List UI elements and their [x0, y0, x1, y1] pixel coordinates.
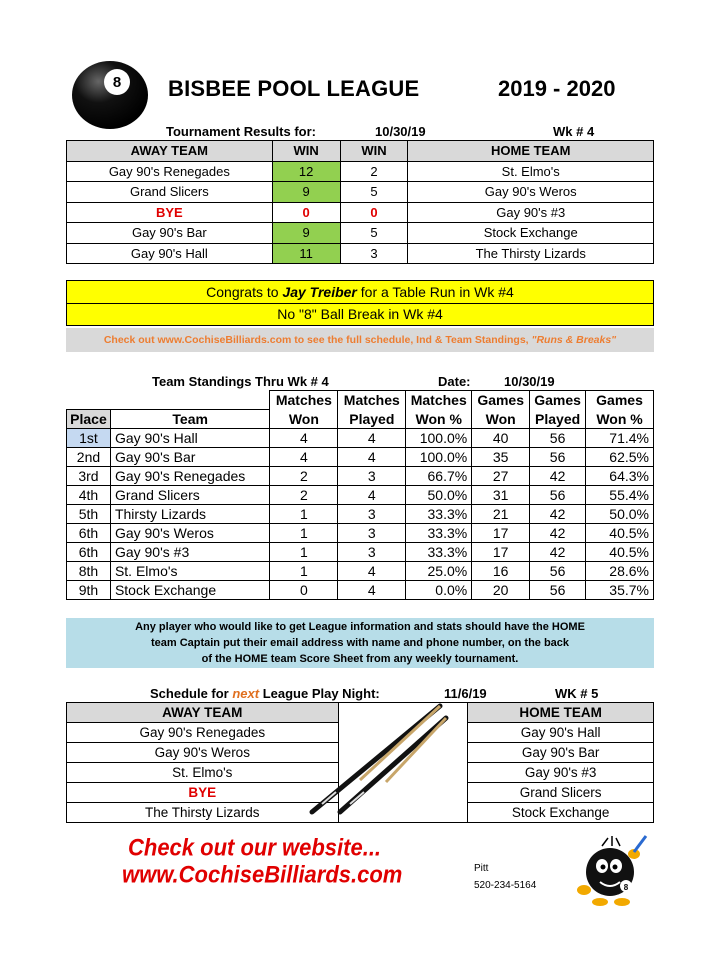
standing-games-won: 35	[472, 448, 530, 467]
standing-matches-pct: 66.7%	[406, 467, 472, 486]
schedule-date: 11/6/19	[444, 686, 487, 701]
matches-won-header: Won	[270, 410, 338, 429]
standing-matches-pct: 25.0%	[406, 562, 472, 581]
home-team: St. Elmo's	[408, 161, 654, 182]
schedule-away: Gay 90's Weros	[67, 743, 339, 763]
eight-ball-icon	[70, 60, 150, 130]
standing-matches-pct: 33.3%	[406, 524, 472, 543]
standing-team: Grand Slicers	[110, 486, 269, 505]
standings-date: 10/30/19	[504, 374, 555, 389]
standings-row	[67, 543, 654, 562]
home-win: 5	[340, 223, 408, 244]
standing-team: Gay 90's Bar	[110, 448, 269, 467]
standing-games-won: 20	[472, 581, 530, 600]
standings-row	[67, 524, 654, 543]
standing-games-pct: 40.5%	[586, 524, 654, 543]
standing-games-won: 21	[472, 505, 530, 524]
home-win: 2	[340, 161, 408, 182]
congrats-player-name: Jay Treiber	[282, 284, 357, 300]
standings-table	[66, 390, 654, 600]
home-team: Gay 90's #3	[408, 202, 654, 223]
standing-matches-played: 4	[338, 562, 406, 581]
standing-place: 9th	[67, 581, 111, 600]
standing-matches-won: 1	[270, 524, 338, 543]
standing-team: Thirsty Lizards	[110, 505, 269, 524]
info-line: of the HOME team Score Sheet from any weekly tournament.	[201, 653, 519, 665]
schedule-home-header: HOME TEAM	[468, 703, 654, 723]
standing-team: Gay 90's #3	[110, 543, 269, 562]
away-win: 9	[272, 182, 340, 203]
standing-games-played: 56	[530, 562, 586, 581]
standings-header-bottom	[67, 410, 654, 429]
standing-place: 1st	[67, 429, 111, 448]
team-header: Team	[110, 410, 269, 429]
home-win: 3	[340, 243, 408, 264]
standings-header-top	[67, 391, 654, 410]
standing-matches-played: 3	[338, 543, 406, 562]
standing-games-pct: 71.4%	[586, 429, 654, 448]
schedule-home: Stock Exchange	[468, 803, 654, 823]
svg-text:8: 8	[112, 74, 122, 91]
congrats-suffix: for a Table Run in Wk #4	[356, 284, 514, 300]
eight-ball-mascot-icon	[572, 832, 652, 908]
standing-games-won: 16	[472, 562, 530, 581]
results-week: Wk # 4	[553, 124, 595, 139]
standing-matches-won: 0	[270, 581, 338, 600]
standing-matches-won: 2	[270, 486, 338, 505]
standing-games-played: 42	[530, 467, 586, 486]
website-promo-line2[interactable]: www.CochiseBilliards.com	[122, 860, 403, 889]
standing-games-won: 31	[472, 486, 530, 505]
eight-ball-break-banner: No "8" Ball Break in Wk #4	[66, 304, 654, 326]
standing-matches-played: 4	[338, 429, 406, 448]
results-label: Tournament Results for:	[166, 124, 316, 139]
standing-matches-won: 1	[270, 562, 338, 581]
contact-name: Pitt	[474, 863, 489, 874]
home-team: Stock Exchange	[408, 223, 654, 244]
results-table	[66, 140, 654, 264]
schedule-home: Grand Slicers	[468, 783, 654, 803]
standing-matches-won: 4	[270, 429, 338, 448]
standing-matches-won: 1	[270, 505, 338, 524]
standing-games-pct: 28.6%	[586, 562, 654, 581]
schedule-week: WK # 5	[555, 686, 599, 701]
away-team: Gay 90's Renegades	[67, 161, 273, 182]
matches-pct-header: Won %	[406, 410, 472, 429]
matches-played-header-top: Matches	[338, 391, 406, 410]
schedule-home: Gay 90's #3	[468, 763, 654, 783]
standing-place: 8th	[67, 562, 111, 581]
standing-place: 4th	[67, 486, 111, 505]
standings-row	[67, 562, 654, 581]
standing-games-pct: 40.5%	[586, 543, 654, 562]
standing-place: 2nd	[67, 448, 111, 467]
standings-row	[67, 581, 654, 600]
away-win-header: WIN	[272, 141, 340, 162]
away-team: Gay 90's Bar	[67, 223, 273, 244]
standing-games-played: 42	[530, 543, 586, 562]
games-pct-header: Won %	[586, 410, 654, 429]
standings-date-label: Date:	[438, 374, 471, 389]
standing-team: Stock Exchange	[110, 581, 269, 600]
results-date: 10/30/19	[375, 124, 426, 139]
standing-matches-played: 4	[338, 448, 406, 467]
standing-place: 6th	[67, 543, 111, 562]
home-win: 0	[340, 202, 408, 223]
standing-matches-played: 4	[338, 581, 406, 600]
away-win: 11	[272, 243, 340, 264]
games-pct-header-top: Games	[586, 391, 654, 410]
matches-won-header-top: Matches	[270, 391, 338, 410]
standing-matches-won: 4	[270, 448, 338, 467]
website-promo-line1: Check out our website...	[128, 833, 382, 862]
standing-games-pct: 50.0%	[586, 505, 654, 524]
standing-games-played: 42	[530, 524, 586, 543]
league-info-note	[66, 618, 654, 668]
place-header: Place	[67, 410, 111, 429]
schedule-away-header: AWAY TEAM	[67, 703, 339, 723]
standing-matches-pct: 100.0%	[406, 448, 472, 467]
matches-played-header: Played	[338, 410, 406, 429]
home-team: The Thirsty Lizards	[408, 243, 654, 264]
standing-matches-played: 4	[338, 486, 406, 505]
standing-games-played: 56	[530, 581, 586, 600]
schedule-away: St. Elmo's	[67, 763, 339, 783]
results-row	[67, 182, 654, 203]
standing-team: Gay 90's Weros	[110, 524, 269, 543]
standing-games-pct: 62.5%	[586, 448, 654, 467]
results-row	[67, 243, 654, 264]
standings-row	[67, 448, 654, 467]
away-win: 0	[272, 202, 340, 223]
congrats-banner	[66, 280, 654, 304]
standing-games-won: 17	[472, 543, 530, 562]
standing-matches-played: 3	[338, 505, 406, 524]
info-line: Any player who would like to get League information and stats should have the HOME	[135, 621, 585, 633]
away-team: BYE	[67, 202, 273, 223]
standing-matches-won: 1	[270, 543, 338, 562]
games-won-header: Won	[472, 410, 530, 429]
schedule-label-prefix: Schedule for	[150, 686, 233, 701]
standing-matches-pct: 50.0%	[406, 486, 472, 505]
standing-matches-pct: 100.0%	[406, 429, 472, 448]
matches-pct-header-top: Matches	[406, 391, 472, 410]
schedule-away: Gay 90's Renegades	[67, 723, 339, 743]
standing-games-played: 56	[530, 486, 586, 505]
schedule-label	[150, 686, 380, 701]
standing-matches-pct: 33.3%	[406, 505, 472, 524]
standings-row	[67, 467, 654, 486]
schedule-label-next: next	[232, 686, 260, 701]
standing-games-played: 42	[530, 505, 586, 524]
home-win-header: WIN	[340, 141, 408, 162]
standing-matches-played: 3	[338, 524, 406, 543]
standing-games-won: 17	[472, 524, 530, 543]
standing-games-pct: 35.7%	[586, 581, 654, 600]
checkout-text: Check out www.CochiseBilliards.com to see the full schedule, Ind & Team Standings,	[103, 334, 532, 346]
standing-place: 5th	[67, 505, 111, 524]
standing-team: St. Elmo's	[110, 562, 269, 581]
contact-info	[474, 860, 536, 894]
schedule-away: The Thirsty Lizards	[67, 803, 339, 823]
standing-games-pct: 64.3%	[586, 467, 654, 486]
home-team-header: HOME TEAM	[408, 141, 654, 162]
standings-row	[67, 486, 654, 505]
results-header-row	[67, 141, 654, 162]
away-win: 12	[272, 161, 340, 182]
standing-matches-pct: 33.3%	[406, 543, 472, 562]
standings-row	[67, 505, 654, 524]
info-line: team Captain put their email address with name and phone number, on the back	[150, 637, 570, 649]
standing-matches-won: 2	[270, 467, 338, 486]
congrats-prefix: Congrats to	[206, 284, 283, 300]
schedule-home: Gay 90's Bar	[468, 743, 654, 763]
away-team-header: AWAY TEAM	[67, 141, 273, 162]
away-team: Gay 90's Hall	[67, 243, 273, 264]
schedule-label-suffix: League Play Night:	[259, 686, 380, 701]
standing-matches-pct: 0.0%	[406, 581, 472, 600]
results-row	[67, 202, 654, 223]
standings-row	[67, 429, 654, 448]
contact-phone: 520-234-5164	[474, 880, 537, 891]
standing-team: Gay 90's Hall	[110, 429, 269, 448]
standing-games-played: 56	[530, 429, 586, 448]
games-played-header-top: Games	[530, 391, 586, 410]
standing-games-won: 27	[472, 467, 530, 486]
checkout-website-bar	[66, 328, 654, 352]
home-win: 5	[340, 182, 408, 203]
standing-matches-played: 3	[338, 467, 406, 486]
svg-text:8: 8	[623, 883, 629, 892]
results-row	[67, 161, 654, 182]
home-team: Gay 90's Weros	[408, 182, 654, 203]
away-win: 9	[272, 223, 340, 244]
games-won-header-top: Games	[472, 391, 530, 410]
standing-place: 6th	[67, 524, 111, 543]
schedule-away: BYE	[67, 783, 339, 803]
standing-games-played: 56	[530, 448, 586, 467]
season-label: 2019 - 2020	[498, 76, 616, 101]
results-row	[67, 223, 654, 244]
away-team: Grand Slicers	[67, 182, 273, 203]
pool-cues-icon	[300, 700, 450, 820]
league-title: BISBEE POOL LEAGUE	[168, 76, 420, 101]
standing-team: Gay 90's Renegades	[110, 467, 269, 486]
standing-games-won: 40	[472, 429, 530, 448]
standing-games-pct: 55.4%	[586, 486, 654, 505]
standing-place: 3rd	[67, 467, 111, 486]
games-played-header: Played	[530, 410, 586, 429]
standings-title: Team Standings Thru Wk # 4	[152, 374, 329, 389]
schedule-home: Gay 90's Hall	[468, 723, 654, 743]
checkout-italic: "Runs & Breaks"	[531, 334, 617, 346]
